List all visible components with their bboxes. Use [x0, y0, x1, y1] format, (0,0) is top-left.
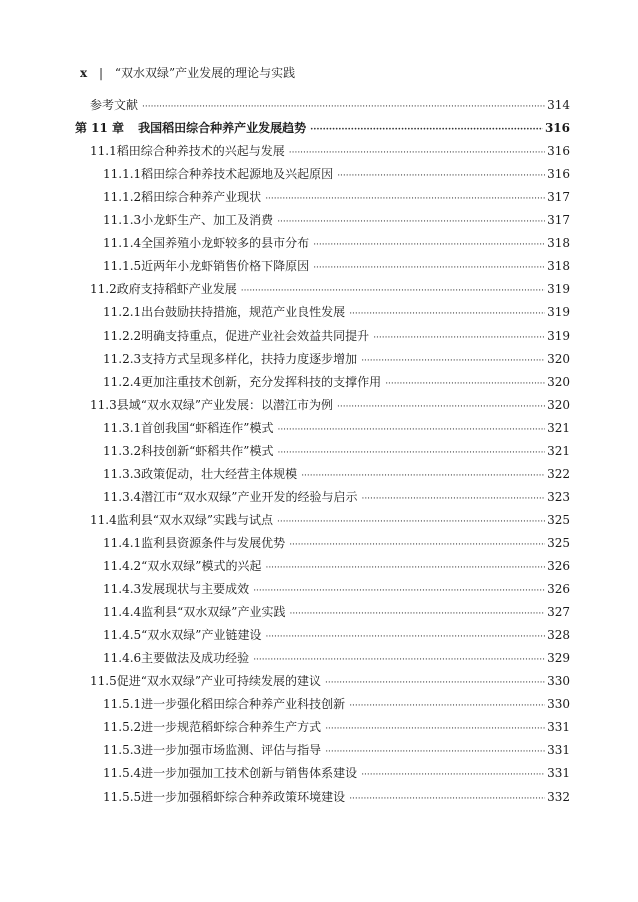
toc-leader-dots [337, 398, 545, 416]
toc-entry-page: 329 [547, 651, 570, 666]
toc-entry[interactable] [103, 465, 570, 483]
toc-entry[interactable] [90, 396, 570, 414]
toc-entry[interactable] [90, 511, 570, 529]
toc-entry-title: 全国养殖小龙虾较多的县市分布 [141, 236, 310, 251]
toc-entry-number: 11.2 [90, 282, 117, 297]
toc-entry-title: 我国稻田综合种养产业发展趋势 [138, 121, 307, 136]
toc-entry-page: 321 [547, 443, 570, 458]
toc-leader-dots [361, 766, 545, 784]
toc-entry[interactable] [103, 718, 570, 736]
toc-entry-number: 11.4.6 [103, 651, 142, 666]
toc-entry-page: 319 [547, 305, 570, 320]
toc-entry-number: 11.2.3 [103, 351, 142, 366]
toc-leader-dots [289, 536, 545, 554]
toc-leader-dots [277, 213, 545, 231]
toc-entry-title: 促进“双水双绿”产业可持续发展的建议 [116, 674, 321, 689]
toc-leader-dots [349, 305, 545, 323]
toc-leader-dots [241, 282, 545, 300]
toc-leader-dots [349, 790, 545, 808]
toc-entry-title: 明确支持重点，促进产业社会效益共同提升 [141, 328, 370, 343]
toc-entry-number: 11.3.3 [103, 466, 142, 481]
toc-entry-title: 近两年小龙虾销售价格下降原因 [141, 259, 310, 274]
toc-entry-title: 进一步规范稻虾综合种养生产方式 [141, 720, 322, 735]
toc-entry-page: 320 [547, 397, 570, 412]
toc-entry-title: 进一步强化稻田综合种养产业科技创新 [141, 697, 346, 712]
toc-entry[interactable] [103, 350, 570, 368]
toc-entry[interactable] [103, 741, 570, 759]
toc-leader-dots [289, 144, 545, 162]
toc-entry-title: 政策促动，壮大经营主体规模 [141, 466, 298, 481]
toc-leader-dots [385, 375, 545, 393]
book-title: “双水双绿”产业发展的理论与实践 [114, 66, 296, 80]
toc-entry-page: 322 [547, 466, 570, 481]
toc-entry-title: 出台鼓励扶持措施，规范产业良性发展 [141, 305, 346, 320]
toc-entry[interactable] [103, 764, 570, 782]
toc-entry-page: 323 [547, 489, 570, 504]
toc-entry-number: 第 11 章 [75, 121, 125, 136]
toc-entry-number: 11.4.2 [103, 559, 142, 573]
toc-leader-dots [277, 513, 545, 531]
toc-entry-number: 11.3.1 [103, 420, 142, 435]
toc-entry-page: 325 [547, 535, 570, 550]
toc-entry[interactable] [103, 419, 570, 437]
toc-entry-number: 11.1.1 [103, 167, 142, 182]
page-number: x [80, 66, 88, 80]
toc-leader-dots [361, 490, 545, 508]
toc-entry-number: 11.5.2 [103, 720, 142, 735]
toc-entry-number: 11.1 [90, 144, 117, 159]
toc-entry-page: 330 [547, 697, 570, 712]
toc-entry-number: 11.5.4 [103, 766, 142, 781]
toc-leader-dots [313, 236, 545, 254]
toc-entry-title: 支持方式呈现多样化，扶持力度逐步增加 [141, 351, 358, 366]
toc-entry-page: 320 [547, 374, 570, 389]
toc-entry-page: 320 [547, 351, 570, 366]
toc-entry-page: 330 [547, 674, 570, 689]
toc-entry-title: “双水双绿”模式的兴起 [141, 559, 262, 573]
toc-entry-page: 317 [547, 190, 570, 205]
toc-entry-page: 328 [547, 628, 570, 643]
toc-chapter-entry[interactable] [75, 119, 570, 137]
toc-entry[interactable] [103, 649, 570, 667]
toc-entry-number: 11.2.2 [103, 328, 142, 343]
toc-entry-number: 11.3.2 [103, 443, 142, 458]
toc-entry-page: 318 [547, 236, 570, 251]
toc-entry-title: 稻田综合种养技术的兴起与发展 [116, 144, 285, 159]
toc-entry-title: “双水双绿”产业链建设 [141, 628, 262, 643]
toc-entry-page: 325 [547, 512, 570, 527]
toc-entry-page: 331 [547, 766, 570, 781]
toc-entry-title: 科技创新“虾稻共作”模式 [141, 443, 274, 458]
toc-entry-page: 326 [547, 559, 570, 573]
toc-entry-number: 11.1.3 [103, 213, 142, 228]
toc-entry[interactable] [103, 188, 570, 206]
toc-entry-number: 11.3.4 [103, 489, 142, 504]
toc-entry[interactable] [103, 303, 570, 321]
toc-entry-page: 331 [547, 720, 570, 735]
toc-entry-number: 11.4.3 [103, 582, 142, 597]
toc-entry-title: 更加注重技术创新，充分发挥科技的支撑作用 [141, 374, 382, 389]
toc-entry[interactable] [103, 234, 570, 252]
toc-entry-title: 主要做法及成功经验 [141, 651, 250, 666]
toc-entry-page: 326 [547, 582, 570, 597]
toc-entry[interactable] [103, 557, 570, 575]
toc-entry-page: 332 [547, 789, 570, 804]
toc-entry-number: 11.2.1 [103, 305, 142, 320]
toc-leader-dots [301, 467, 545, 485]
toc-entry[interactable] [103, 257, 570, 275]
toc-entry-page: 316 [547, 167, 570, 182]
toc-leader-dots [310, 121, 543, 139]
toc-entry[interactable] [90, 96, 570, 114]
toc-leader-dots [325, 743, 545, 761]
toc-entry-title: 政府支持稻虾产业发展 [116, 282, 237, 297]
toc-entry-number: 11.5.5 [103, 789, 142, 804]
toc-entry[interactable] [103, 788, 570, 806]
toc-entry[interactable] [90, 280, 570, 298]
toc-entry-number: 11.3 [90, 397, 117, 412]
toc-entry[interactable] [103, 603, 570, 621]
toc-entry[interactable] [103, 211, 570, 229]
toc-entry-title: 进一步加强稻虾综合种养政策环境建设 [141, 789, 346, 804]
toc-entry-page: 319 [547, 282, 570, 297]
toc-leader-dots [349, 697, 545, 715]
toc-entry[interactable] [103, 488, 570, 506]
toc-entry[interactable] [90, 672, 570, 690]
toc-leader-dots [325, 674, 545, 692]
toc-entry-number: 11.4.1 [103, 535, 142, 550]
toc-entry-page: 319 [547, 328, 570, 343]
running-header [80, 64, 295, 81]
toc-entry-number: 11.4.4 [103, 605, 142, 620]
toc-entry-page: 331 [547, 743, 570, 758]
toc-entry-title: 进一步加强加工技术创新与销售体系建设 [141, 766, 358, 781]
toc-entry-number: 11.5.3 [103, 743, 142, 758]
toc-entry-number: 11.4 [90, 512, 117, 527]
toc-entry[interactable] [103, 695, 570, 713]
header-separator: | [98, 66, 104, 80]
toc-entry-title: 监利县“双水双绿”产业实践 [141, 605, 286, 620]
toc-leader-dots [337, 167, 545, 185]
toc-leader-dots [289, 605, 545, 623]
toc-entry-page: 316 [544, 121, 570, 136]
toc-leader-dots [253, 651, 545, 669]
toc-leader-dots [277, 421, 545, 439]
toc-leader-dots [265, 190, 545, 208]
toc-entry-page: 318 [547, 259, 570, 274]
toc-entry-number: 11.1.4 [103, 236, 142, 251]
toc-entry[interactable] [103, 580, 570, 598]
toc-entry[interactable] [90, 142, 570, 160]
toc-leader-dots [265, 628, 545, 646]
toc-entry-title: 县域“双水双绿”产业发展：以潜江市为例 [116, 397, 333, 412]
toc-entry-number: 11.1.2 [103, 190, 142, 205]
toc-entry[interactable] [103, 534, 570, 552]
toc-entry-title: 首创我国“虾稻连作”模式 [141, 420, 274, 435]
toc-entry-page: 316 [547, 144, 570, 159]
toc-entry[interactable] [103, 165, 570, 183]
toc-entry[interactable] [103, 626, 570, 644]
toc-entry-number: 11.2.4 [103, 374, 142, 389]
toc-entry-page: 327 [547, 605, 570, 620]
toc-entry[interactable] [103, 327, 570, 345]
toc-entry-number: 11.5.1 [103, 697, 142, 712]
toc-entry-title: 稻田综合种养技术起源地及兴起原因 [141, 167, 334, 182]
toc-leader-dots [265, 559, 545, 577]
toc-entry[interactable] [103, 373, 570, 391]
toc-entry-title: 监利县资源条件与发展优势 [141, 535, 286, 550]
toc-leader-dots [142, 98, 545, 116]
toc-entry-number: 11.5 [90, 674, 117, 689]
toc-entry-title: 小龙虾生产、加工及消费 [141, 213, 274, 228]
toc-entry-page: 317 [547, 213, 570, 228]
toc-leader-dots [313, 259, 545, 277]
toc-entry-title: 发展现状与主要成效 [141, 582, 250, 597]
toc-leader-dots [277, 444, 545, 462]
toc-entry[interactable] [103, 442, 570, 460]
toc-leader-dots [361, 352, 545, 370]
toc-entry-title: 潜江市“双水双绿”产业开发的经验与启示 [141, 489, 358, 504]
toc-entry-number: 11.1.5 [103, 259, 142, 274]
toc-entry-page: 314 [547, 98, 570, 112]
toc-entry-page: 321 [547, 420, 570, 435]
toc-entry-title: 参考文献 [90, 98, 139, 112]
toc-leader-dots [373, 329, 545, 347]
toc-leader-dots [253, 582, 545, 600]
toc-entry-title: 稻田综合种养产业现状 [141, 190, 262, 205]
toc-entry-title: 进一步加强市场监测、评估与指导 [141, 743, 322, 758]
toc-entry-title: 监利县“双水双绿”实践与试点 [116, 512, 273, 527]
toc-entry-number: 11.4.5 [103, 628, 142, 643]
toc-leader-dots [325, 720, 545, 738]
